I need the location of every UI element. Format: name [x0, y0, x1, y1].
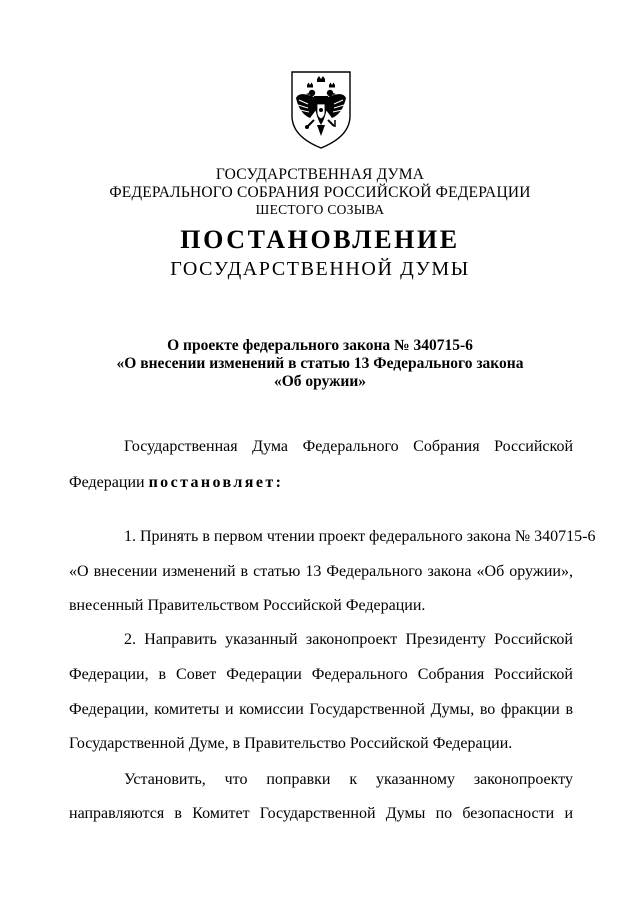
item-2-line-3: Федерации, комитеты и комиссии Государственной Думы, во фракции в [69, 701, 573, 718]
item-1-line-1: 1. Принять в первом чтении проект федерального закона № 340715-6 [124, 528, 596, 545]
header-line-duma: ГОСУДАРСТВЕННАЯ ДУМА [215, 166, 425, 183]
subject-line-3: «Об оружии» [274, 373, 366, 390]
subject-line-1: О проекте федерального закона № 340715-6 [167, 337, 473, 354]
header-line-convocation: ШЕСТОГО СОЗЫВА [255, 202, 385, 217]
item-1-line-3: внесенный Правительством Российской Федерации. [69, 597, 426, 614]
coat-of-arms-emblem [290, 70, 352, 150]
paragraph-3-line-1: Установить, что поправки к указанному законопроекту [124, 771, 573, 788]
resolves-verb: постановляет: [148, 474, 284, 491]
item-2-line-2: Федерации, в Совет Федерации Федерального Собрания Российской [69, 666, 573, 683]
item-2-line-1: 2. Направить указанный законопроект Президенту Российской [124, 631, 573, 648]
document-type-title: ПОСТАНОВЛЕНИЕ [180, 225, 460, 254]
paragraph-3-line-2: направляются в Комитет Государственной Думы по безопасности и [69, 805, 573, 822]
preamble-line-2-start: Федерации [69, 474, 149, 491]
item-1-line-2: «О внесении изменений в статью 13 Федерального закона «Об оружии», [69, 563, 573, 580]
subject-line-2: «О внесении изменений в статью 13 Федерального закона [116, 355, 524, 372]
preamble-line-2 [69, 474, 573, 492]
document-issuer-title: ГОСУДАРСТВЕННОЙ ДУМЫ [170, 258, 470, 280]
header-line-federal-assembly: ФЕДЕРАЛЬНОГО СОБРАНИЯ РОССИЙСКОЙ ФЕДЕРАЦИИ [109, 184, 531, 201]
preamble-line-1: Государственная Дума Федерального Собрания Российской [124, 438, 573, 455]
item-2-line-4: Государственной Думе, в Правительство Российской Федерации. [69, 735, 513, 752]
